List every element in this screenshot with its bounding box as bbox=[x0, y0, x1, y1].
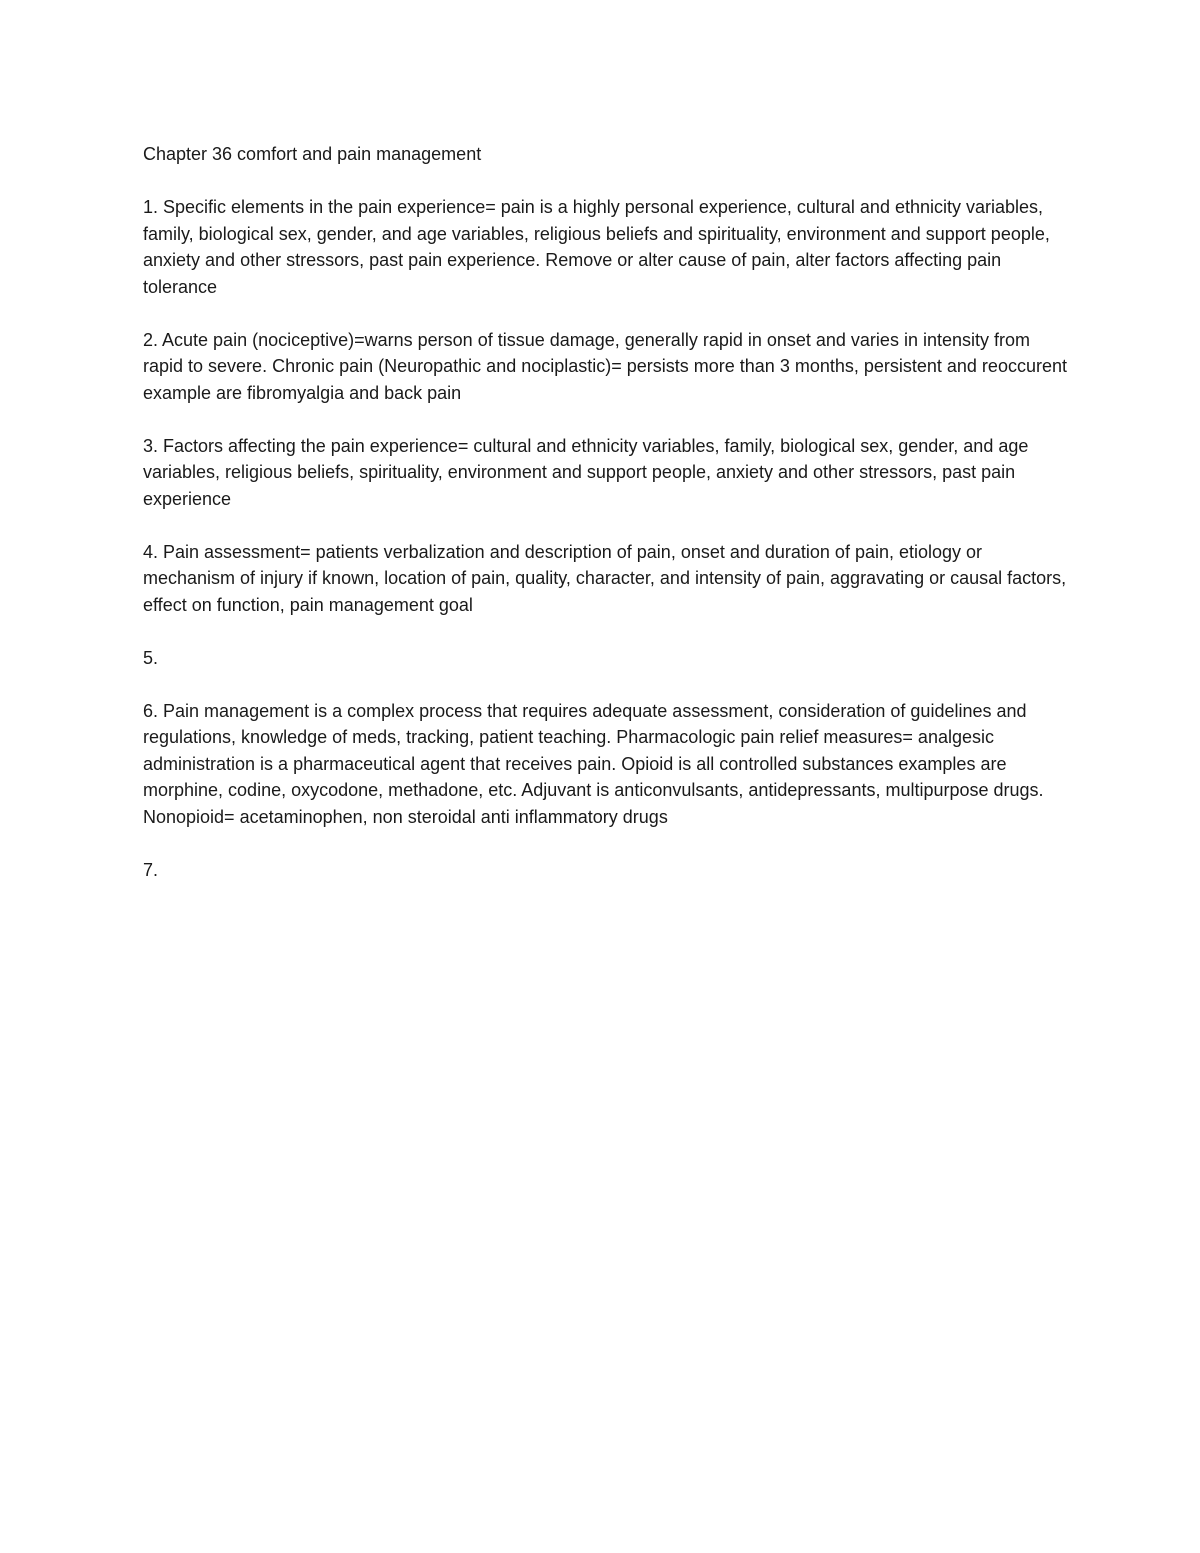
paragraph-4: 4. Pain assessment= patients verbalization and description of pain, onset and duration of pain, etiology or mechanism of injury if known, location of pain, quality, character, and intensity of pain, aggravating or causal factors, effect on function, pain management goal bbox=[143, 541, 1067, 615]
paragraph-7: 7. bbox=[143, 859, 159, 880]
document-body bbox=[143, 141, 1068, 883]
paragraph-5: 5. bbox=[143, 647, 159, 668]
document-title: Chapter 36 comfort and pain management bbox=[143, 144, 482, 164]
paragraph-3: 3. Factors affecting the pain experience= cultural and ethnicity variables, family, biological sex, gender, and age variables, religious beliefs, spirituality, environment and support people, anxiety and other stressors, past pain experience bbox=[143, 435, 1029, 509]
paragraph-2: 2. Acute pain (nociceptive)=warns person of tissue damage, generally rapid in onset and varies in intensity from rapid to severe. Chronic pain (Neuropathic and nociplastic)= persists more than 3 months, persistent and reoccurent example are fibromyalgia and back pain bbox=[143, 329, 1067, 403]
paragraph-6: 6. Pain management is a complex process that requires adequate assessment, consideration of guidelines and regulations, knowledge of meds, tracking, patient teaching. Pharmacologic pain relief measures= analgesic administration is a pharmaceutical agent that receives pain. Opioid is all controlled substances examples are morphine, codine, oxycodone, methadone, etc. Adjuvant is anticonvulsants, antidepressants, multipurpose drugs. Nonopioid= acetaminophen, non steroidal anti inflammatory drugs bbox=[143, 700, 1044, 827]
paragraph-1: 1. Specific elements in the pain experience= pain is a highly personal experience, cultural and ethnicity variables, family, biological sex, gender, and age variables, religious beliefs and spirituality, environment and support people, anxiety and other stressors, past pain experience. Remove or alter cause of pain, alter factors affecting pain tolerance bbox=[143, 197, 1050, 297]
